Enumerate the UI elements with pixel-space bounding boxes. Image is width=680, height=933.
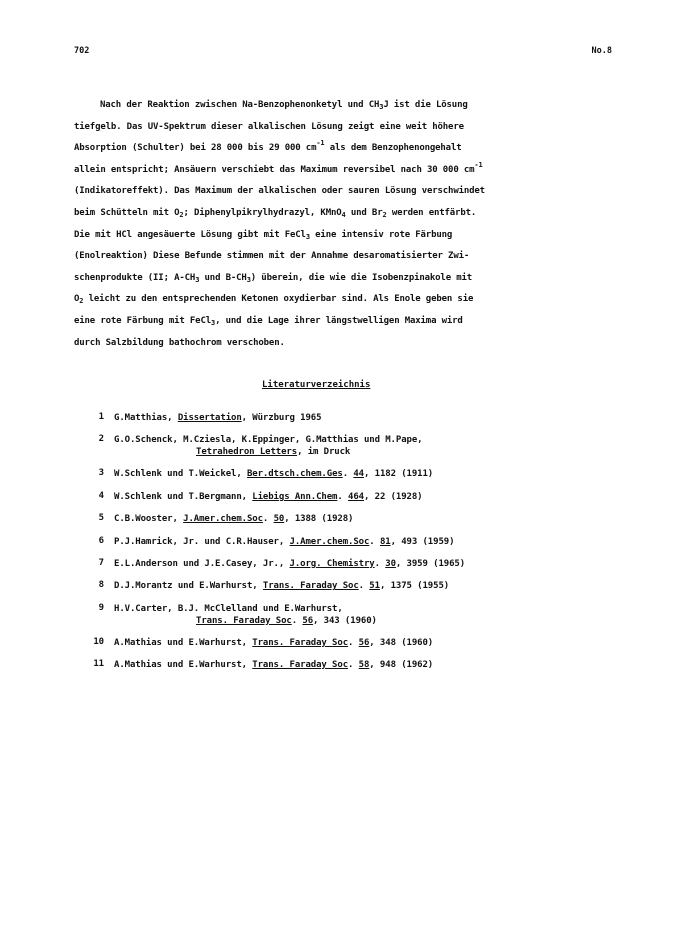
text-run: ) überein, die wie die Isobenzpinakole mit (250, 272, 473, 283)
text-run: beim Schütteln mit O (74, 207, 180, 218)
reference-pages-year: , 3959 (1965) (395, 558, 466, 569)
reference-pages-year: , 1388 (1928) (284, 514, 354, 525)
text-run: Nach der Reaktion zwischen Na-Benzophenonketyl und CH (100, 100, 380, 110)
text-run: tiefgelb. Das UV-Spektrum dieser alkalischen Lösung zeigt eine weit höhere (74, 121, 464, 132)
reference-number: 7 (98, 557, 104, 568)
text-run: Die mit HCl angesäuerte Lösung gibt mit FeCl (74, 229, 306, 240)
reference-volume: 44 (353, 469, 364, 480)
reference-item: 3 W.Schlenk und T.Weickel, Ber.dtsch.chem.Ges. 44, 1182 (1911) (72, 468, 612, 490)
reference-item: 4 W.Schlenk und T.Bergmann, Liebigs Ann.Chem. 464, 22 (1928) (72, 491, 612, 513)
paragraph-line (74, 203, 586, 225)
text-run: leicht zu den entsprechenden Ketonen oxydierbar sind. Als Enole geben sie (83, 294, 474, 305)
reference-source: Trans. Faraday Soc (252, 637, 349, 648)
reference-volume: 30 (385, 558, 396, 569)
reference-pages-year: , 343 (1960) (313, 615, 377, 626)
reference-authors: D.J.Morantz und E.Warhurst, (114, 581, 263, 592)
reference-item: 8 D.J.Morantz und E.Warhurst, Trans. Faraday Soc. 51, 1375 (1955) (72, 580, 612, 602)
text-run: als dem Benzophenongehalt (324, 143, 462, 154)
body-paragraph (74, 95, 586, 354)
reference-source: Trans. Faraday Soc (262, 581, 359, 592)
text-run: , und die Lage ihrer längstwelligen Maxima wird (215, 315, 463, 326)
reference-number: 4 (98, 490, 104, 501)
reference-pages-year: , im Druck (297, 447, 351, 458)
reference-authors: H.V.Carter, B.J. McClelland und E.Warhurst, (114, 603, 343, 614)
reference-authors: W.Schlenk und T.Bergmann, (114, 491, 253, 502)
paragraph-line (74, 311, 586, 333)
subscript: 3 (195, 275, 200, 284)
reference-item: 7 E.L.Anderson und J.E.Casey, Jr., J.org. Chemistry. 30, 3959 (1965) (72, 558, 612, 580)
paragraph-line (74, 268, 586, 290)
reference-item: 5 C.B.Wooster, J.Amer.chem.Soc. 50, 1388 (1928) (72, 513, 612, 535)
reference-item: 11 A.Mathias und E.Warhurst, Trans. Faraday Soc. 58, 948 (1962) (72, 659, 612, 681)
reference-number: 2 (98, 434, 104, 445)
subscript: 2 (382, 210, 387, 219)
paragraph-line (74, 225, 586, 247)
reference-volume: 51 (369, 581, 380, 592)
text-run: (Indikatoreffekt). Das Maximum der alkalischen oder sauren Lösung verschwindet (74, 186, 485, 197)
reference-item (72, 434, 612, 468)
reference-source: J.org. Chemistry (289, 558, 375, 569)
text-run: Absorption (Schulter) bei 28 000 bis 29 000 cm (74, 143, 317, 154)
text-run: und B-CH (199, 272, 247, 283)
reference-authors: P.J.Hamrick, Jr. und C.R.Hauser, (114, 536, 290, 547)
reference-volume: 56 (302, 615, 314, 626)
reference-source: Trans. Faraday Soc (196, 615, 292, 626)
reference-authors: W.Schlenk und T.Weickel, (114, 469, 247, 480)
reference-number: 6 (98, 535, 104, 546)
text-run: allein entspricht; Ansäuern verschiebt das Maximum reversibel nach 30 000 cm (74, 164, 475, 175)
subscript: 3 (246, 275, 251, 284)
reference-number: 8 (98, 580, 104, 591)
reference-item: 6 P.J.Hamrick, Jr. und C.R.Hauser, J.Amer.chem.Soc. 81, 493 (1959) (72, 536, 612, 558)
paragraph-line (74, 117, 586, 139)
subscript: 3 (305, 232, 310, 241)
references-heading: Literaturverzeichnis (262, 380, 371, 390)
reference-source: Trans. Faraday Soc (252, 660, 349, 671)
subscript: 2 (79, 297, 84, 306)
reference-pages-year: , 348 (1960) (369, 637, 434, 648)
reference-volume: 50 (273, 514, 285, 525)
reference-number: 5 (98, 513, 104, 524)
superscript: -1 (474, 160, 483, 169)
text-run: (Enolreaktion) Diese Befunde stimmen mit der Annahme desaromatisierter Zwi- (74, 251, 470, 262)
text-run: ; Diphenylpikrylhydrazyl, KMnO (183, 207, 342, 218)
superscript: -1 (316, 139, 325, 148)
reference-number: 11 (93, 659, 104, 670)
reference-pages-year: , Würzburg 1965 (241, 413, 322, 423)
paragraph-line (74, 333, 586, 355)
paragraph-line (74, 138, 586, 160)
text-run: eine intensiv rote Färbung (309, 229, 453, 240)
reference-pages-year: , 22 (1928) (364, 491, 423, 502)
reference-authors: C.B.Wooster, (114, 514, 184, 525)
paragraph-line (74, 181, 586, 203)
reference-source: Ber.dtsch.chem.Ges (246, 469, 343, 480)
reference-item: 9 H.V.Carter, B.J. McClelland und E.Warhurst, Trans. Faraday Soc. 56, 343 (1960) (72, 603, 612, 637)
paragraph-line (74, 160, 586, 182)
reference-volume: 58 (358, 660, 370, 671)
text-run: durch Salzbildung bathochrom verschoben. (74, 337, 285, 348)
text-run: O (74, 294, 80, 305)
reference-source: Dissertation (177, 413, 242, 423)
subscript: 3 (379, 103, 384, 111)
text-run: J ist die Lösung (383, 100, 468, 110)
subscript: 3 (210, 318, 216, 327)
paragraph-line (74, 289, 586, 311)
paragraph-line (74, 95, 586, 117)
reference-authors: G.O.Schenck, M.Cziesla, K.Eppinger, G.Matthias und M.Pape, (114, 435, 423, 446)
reference-pages-year: , 1182 (1911) (363, 469, 434, 480)
reference-volume: 81 (379, 536, 391, 547)
reference-volume: 464 (348, 491, 364, 502)
reference-number: 9 (98, 602, 104, 613)
reference-authors: A.Mathias und E.Warhurst, (114, 660, 253, 671)
text-run: werden entfärbt. (386, 207, 477, 218)
paragraph-line (74, 246, 586, 268)
reference-number: 10 (93, 636, 104, 647)
text-run: und Br (345, 207, 383, 218)
reference-item (72, 412, 612, 434)
reference-authors: A.Mathias und E.Warhurst, (114, 637, 253, 648)
issue-number: No.8 (591, 46, 612, 56)
text-run: eine rote Färbung mit FeCl (74, 315, 211, 326)
reference-pages-year: , 493 (1959) (390, 536, 455, 547)
reference-source: J.Amer.chem.Soc (289, 536, 370, 547)
subscript: 4 (341, 210, 346, 219)
reference-authors: E.L.Anderson und J.E.Casey, Jr., (114, 558, 290, 569)
reference-source: J.Amer.chem.Soc (183, 514, 263, 525)
reference-item: 10 A.Mathias und E.Warhurst, Trans. Faraday Soc. 56, 348 (1960) (72, 637, 612, 659)
reference-number: 1 (98, 412, 104, 422)
reference-source: Liebigs Ann.Chem (252, 491, 338, 502)
reference-list (72, 412, 612, 682)
reference-volume: 56 (358, 637, 370, 648)
reference-pages-year: , 1375 (1955) (379, 581, 450, 592)
reference-authors: G.Matthias, (114, 413, 178, 423)
reference-pages-year: , 948 (1962) (369, 660, 434, 671)
page-number: 702 (74, 46, 90, 56)
reference-source: Tetrahedron Letters (196, 447, 298, 458)
reference-number: 3 (98, 468, 104, 479)
subscript: 2 (179, 210, 184, 219)
text-run: schenprodukte (II; A-CH (74, 272, 196, 283)
